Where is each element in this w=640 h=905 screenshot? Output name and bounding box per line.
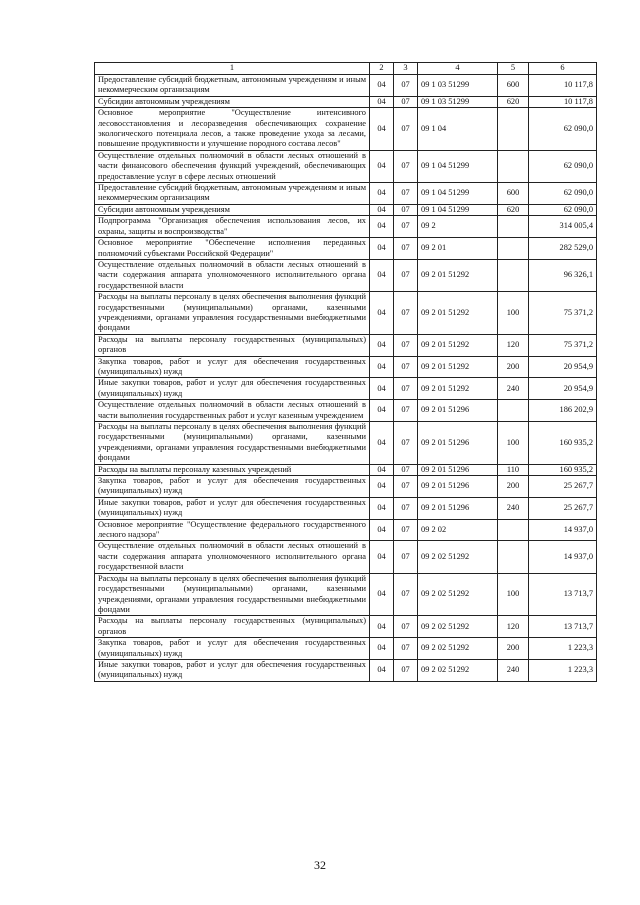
section-code-cell: 04 [370,96,394,107]
subsection-code-cell: 07 [394,616,418,638]
target-article-cell: 09 2 02 51292 [418,659,498,681]
subsection-code-cell: 07 [394,464,418,475]
amount-cell: 160 935,2 [529,464,597,475]
table-row [95,497,597,519]
row-name-cell: Расходы на выплаты персоналу в целях обеспечения выполнения функций государственными (муниципальными) органами, казенными учреждениями, органами управления государственными внебюджетными фондами [95,422,370,465]
expense-type-cell [498,216,529,238]
subsection-code-cell: 07 [394,334,418,356]
row-name-cell: Расходы на выплаты персоналу государственных (муниципальных) органов [95,334,370,356]
section-code-cell: 04 [370,659,394,681]
table-row [95,96,597,107]
expense-type-cell: 240 [498,378,529,400]
target-article-cell: 09 2 01 51292 [418,292,498,335]
column-header: 3 [394,63,418,75]
row-name-cell: Основное мероприятие "Обеспечение исполнения переданных полномочий субъектами Российской Федерации" [95,238,370,260]
column-header: 4 [418,63,498,75]
expense-type-cell: 200 [498,476,529,498]
column-header: 2 [370,63,394,75]
row-name-cell: Иные закупки товаров, работ и услуг для обеспечения государственных (муниципальных) нужд [95,378,370,400]
amount-cell: 62 090,0 [529,150,597,182]
section-code-cell: 04 [370,183,394,205]
amount-cell: 282 529,0 [529,238,597,260]
section-code-cell: 04 [370,108,394,151]
subsection-code-cell: 07 [394,216,418,238]
row-name-cell: Расходы на выплаты персоналу в целях обеспечения выполнения функций государственными (муниципальными) органами, казенными учреждениями, органами управления государственными внебюджетными фондами [95,292,370,335]
row-name-cell: Осуществление отдельных полномочий в области лесных отношений в части финансового обеспечения функций учреждений, обеспечивающих предоставление услуг в сфере лесных отношений [95,150,370,182]
expense-type-cell [498,150,529,182]
table-row [95,292,597,335]
row-name-cell: Иные закупки товаров, работ и услуг для обеспечения государственных (муниципальных) нужд [95,497,370,519]
expense-type-cell: 600 [498,75,529,97]
amount-cell: 96 326,1 [529,259,597,291]
amount-cell: 13 713,7 [529,573,597,616]
subsection-code-cell: 07 [394,400,418,422]
target-article-cell: 09 1 03 51299 [418,96,498,107]
amount-cell: 13 713,7 [529,616,597,638]
amount-cell: 75 371,2 [529,334,597,356]
table-row [95,334,597,356]
amount-cell: 20 954,9 [529,378,597,400]
target-article-cell: 09 2 02 51292 [418,616,498,638]
subsection-code-cell: 07 [394,378,418,400]
column-header: 6 [529,63,597,75]
expense-type-cell: 120 [498,334,529,356]
subsection-code-cell: 07 [394,204,418,215]
section-code-cell: 04 [370,422,394,465]
expense-type-cell: 200 [498,356,529,378]
amount-cell: 160 935,2 [529,422,597,465]
table-row [95,638,597,660]
expense-type-cell [498,259,529,291]
target-article-cell: 09 2 02 51292 [418,541,498,573]
table-row [95,356,597,378]
row-name-cell: Расходы на выплаты персоналу в целях обеспечения выполнения функций государственными (муниципальными) органами, казенными учреждениями, органами управления государственными внебюджетными фондами [95,573,370,616]
page-number: 32 [314,858,326,872]
section-code-cell: 04 [370,259,394,291]
table-row [95,259,597,291]
expense-type-cell: 200 [498,638,529,660]
section-code-cell: 04 [370,292,394,335]
expense-type-cell [498,238,529,260]
target-article-cell: 09 2 [418,216,498,238]
section-code-cell: 04 [370,204,394,215]
target-article-cell: 09 1 04 51299 [418,150,498,182]
table-row [95,150,597,182]
amount-cell: 10 117,8 [529,96,597,107]
subsection-code-cell: 07 [394,476,418,498]
target-article-cell: 09 2 02 51292 [418,573,498,616]
expense-type-cell: 240 [498,497,529,519]
section-code-cell: 04 [370,476,394,498]
amount-cell: 62 090,0 [529,183,597,205]
amount-cell: 14 937,0 [529,519,597,541]
table-row [95,204,597,215]
amount-cell: 62 090,0 [529,108,597,151]
table-row [95,659,597,681]
expense-type-cell: 100 [498,573,529,616]
amount-cell: 25 267,7 [529,497,597,519]
section-code-cell: 04 [370,216,394,238]
subsection-code-cell: 07 [394,497,418,519]
target-article-cell: 09 2 01 [418,238,498,260]
budget-table [94,62,597,682]
target-article-cell: 09 1 04 51299 [418,204,498,215]
target-article-cell: 09 2 02 [418,519,498,541]
target-article-cell: 09 1 04 51299 [418,183,498,205]
column-header: 5 [498,63,529,75]
section-code-cell: 04 [370,400,394,422]
row-name-cell: Расходы на выплаты персоналу государственных (муниципальных) органов [95,616,370,638]
row-name-cell: Осуществление отдельных полномочий в области лесных отношений в части выполнения государственных работ и услуг казенным учреждением [95,400,370,422]
target-article-cell: 09 2 01 51292 [418,378,498,400]
target-article-cell: 09 2 01 51296 [418,464,498,475]
amount-cell: 75 371,2 [529,292,597,335]
row-name-cell: Расходы на выплаты персоналу казенных учреждений [95,464,370,475]
table-row [95,378,597,400]
subsection-code-cell: 07 [394,238,418,260]
table-row [95,519,597,541]
table-row [95,108,597,151]
subsection-code-cell: 07 [394,541,418,573]
table-row [95,238,597,260]
row-name-cell: Подпрограмма "Организация обеспечения использования лесов, их охраны, защиты и воспроизводства" [95,216,370,238]
subsection-code-cell: 07 [394,422,418,465]
amount-cell: 25 267,7 [529,476,597,498]
expense-type-cell: 240 [498,659,529,681]
table-row [95,400,597,422]
row-name-cell: Субсидии автономным учреждениям [95,96,370,107]
table-body [95,75,597,682]
table-row [95,216,597,238]
amount-cell: 62 090,0 [529,204,597,215]
table-row [95,464,597,475]
table-row [95,75,597,97]
table-row [95,422,597,465]
row-name-cell: Субсидии автономным учреждениям [95,204,370,215]
section-code-cell: 04 [370,616,394,638]
target-article-cell: 09 2 01 51296 [418,497,498,519]
row-name-cell: Осуществление отдельных полномочий в области лесных отношений в части содержания аппарата уполномоченного исполнительного органа государственной власти [95,259,370,291]
expense-type-cell: 100 [498,422,529,465]
section-code-cell: 04 [370,75,394,97]
target-article-cell: 09 2 01 51296 [418,400,498,422]
target-article-cell: 09 2 01 51292 [418,356,498,378]
row-name-cell: Предоставление субсидий бюджетным, автономным учреждениям и иным некоммерческим организациям [95,75,370,97]
section-code-cell: 04 [370,334,394,356]
amount-cell: 1 223,3 [529,659,597,681]
section-code-cell: 04 [370,238,394,260]
expense-type-cell [498,541,529,573]
row-name-cell: Предоставление субсидий бюджетным, автономным учреждениям и иным некоммерческим организациям [95,183,370,205]
target-article-cell: 09 1 03 51299 [418,75,498,97]
section-code-cell: 04 [370,519,394,541]
row-name-cell: Основное мероприятие "Осуществление интенсивного лесовосстановления и лесоразведения обеспечивающих сохранение экологического потенциала лесов, а также проведение ухода за лесами, повышение продуктивности и улучшение породного состава лесов" [95,108,370,151]
expense-type-cell: 620 [498,96,529,107]
target-article-cell: 09 2 01 51296 [418,422,498,465]
subsection-code-cell: 07 [394,150,418,182]
row-name-cell: Закупка товаров, работ и услуг для обеспечения государственных (муниципальных) нужд [95,356,370,378]
table-row [95,573,597,616]
section-code-cell: 04 [370,356,394,378]
subsection-code-cell: 07 [394,96,418,107]
section-code-cell: 04 [370,378,394,400]
expense-type-cell: 600 [498,183,529,205]
section-code-cell: 04 [370,150,394,182]
expense-type-cell [498,519,529,541]
row-name-cell: Осуществление отдельных полномочий в области лесных отношений в части содержания аппарата уполномоченного исполнительного органа государственной власти [95,541,370,573]
subsection-code-cell: 07 [394,659,418,681]
table-row [95,541,597,573]
expense-type-cell [498,108,529,151]
target-article-cell: 09 1 04 [418,108,498,151]
amount-cell: 314 005,4 [529,216,597,238]
table-row [95,476,597,498]
subsection-code-cell: 07 [394,573,418,616]
expense-type-cell: 110 [498,464,529,475]
expense-type-cell: 620 [498,204,529,215]
section-code-cell: 04 [370,541,394,573]
subsection-code-cell: 07 [394,108,418,151]
table-row [95,183,597,205]
target-article-cell: 09 2 01 51292 [418,334,498,356]
amount-cell: 10 117,8 [529,75,597,97]
target-article-cell: 09 2 01 51296 [418,476,498,498]
row-name-cell: Закупка товаров, работ и услуг для обеспечения государственных (муниципальных) нужд [95,638,370,660]
column-header: 1 [95,63,370,75]
section-code-cell: 04 [370,464,394,475]
section-code-cell: 04 [370,573,394,616]
subsection-code-cell: 07 [394,183,418,205]
expense-type-cell [498,400,529,422]
expense-type-cell: 100 [498,292,529,335]
subsection-code-cell: 07 [394,638,418,660]
subsection-code-cell: 07 [394,292,418,335]
subsection-code-cell: 07 [394,259,418,291]
section-code-cell: 04 [370,497,394,519]
amount-cell: 1 223,3 [529,638,597,660]
target-article-cell: 09 2 01 51292 [418,259,498,291]
row-name-cell: Основное мероприятие "Осуществление федерального государственного лесного надзора" [95,519,370,541]
amount-cell: 20 954,9 [529,356,597,378]
subsection-code-cell: 07 [394,356,418,378]
subsection-code-cell: 07 [394,519,418,541]
expense-type-cell: 120 [498,616,529,638]
section-code-cell: 04 [370,638,394,660]
subsection-code-cell: 07 [394,75,418,97]
table-row [95,616,597,638]
target-article-cell: 09 2 02 51292 [418,638,498,660]
row-name-cell: Иные закупки товаров, работ и услуг для обеспечения государственных (муниципальных) нужд [95,659,370,681]
amount-cell: 14 937,0 [529,541,597,573]
amount-cell: 186 202,9 [529,400,597,422]
table-header-row [95,63,597,75]
row-name-cell: Закупка товаров, работ и услуг для обеспечения государственных (муниципальных) нужд [95,476,370,498]
